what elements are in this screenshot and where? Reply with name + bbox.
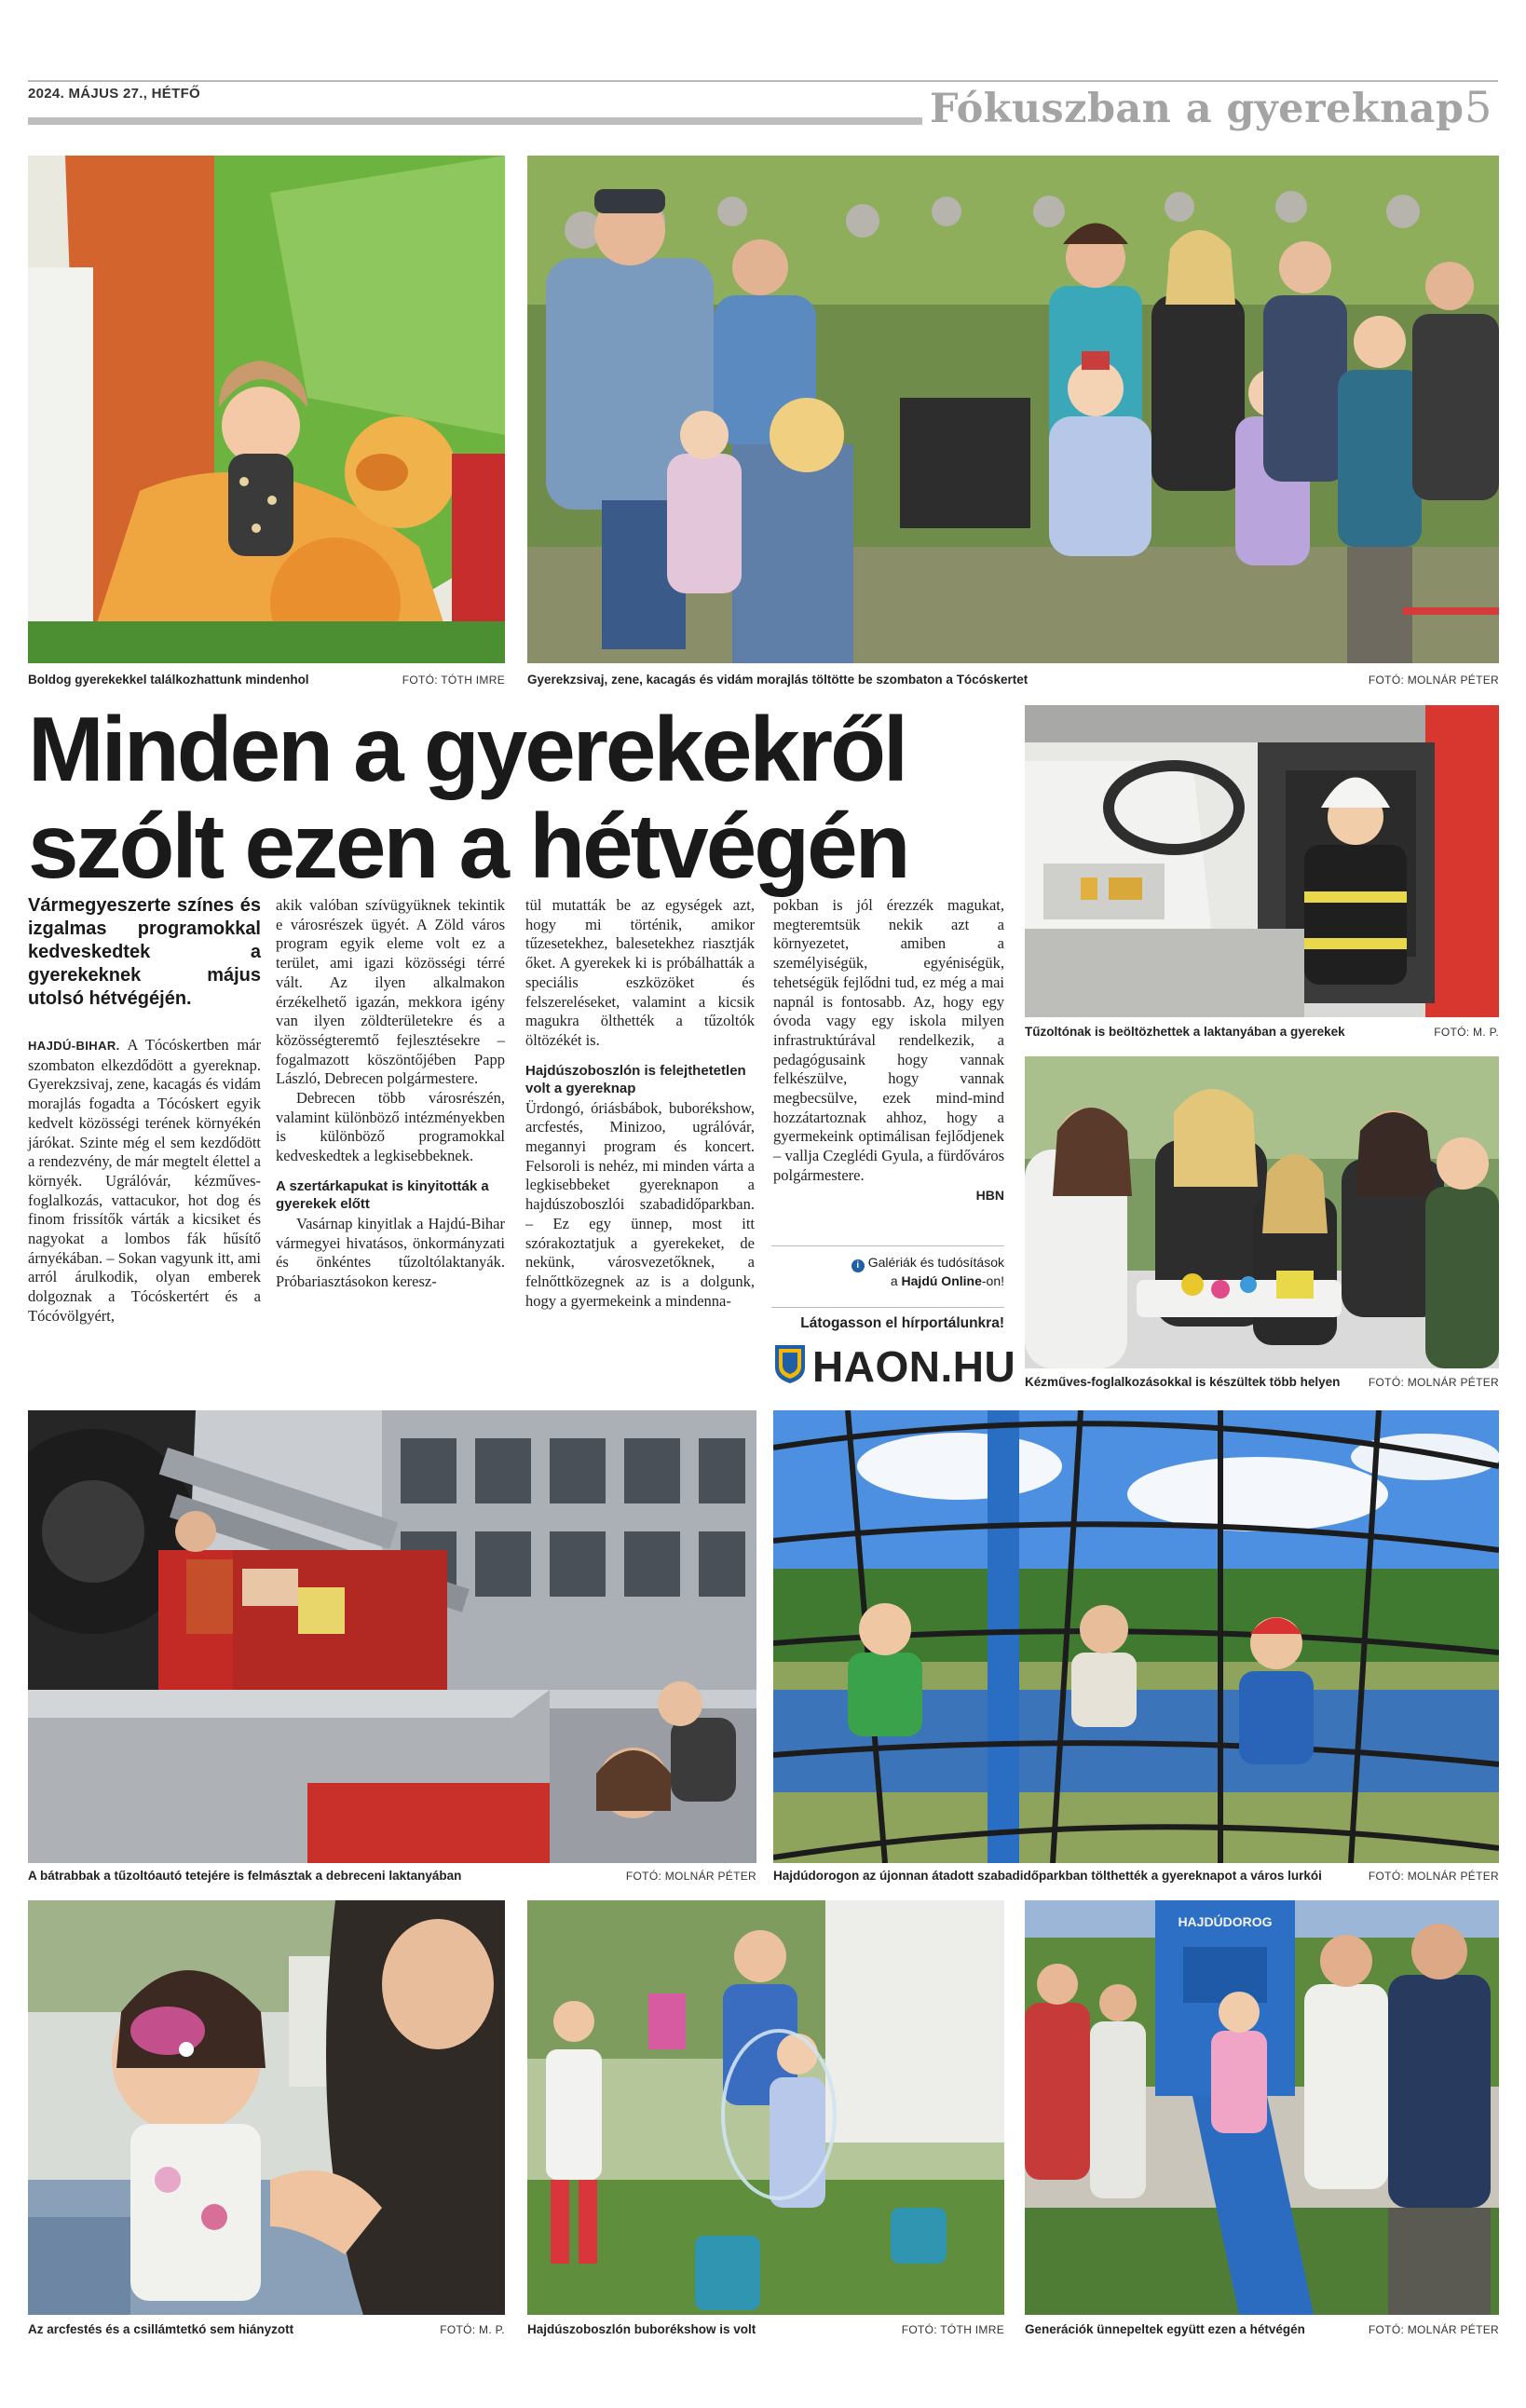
photo-caption: Gyerekzsivaj, zene, kacagás és vidám morajlás töltötte be szombaton a Tócóskertet xyxy=(527,673,1029,687)
article-column-2 xyxy=(276,896,505,1292)
photo-climbing-net xyxy=(773,1410,1499,1863)
haon-shield-icon[interactable] xyxy=(773,1343,807,1384)
photo-crowd-tocoskert xyxy=(527,156,1499,663)
promo-rule xyxy=(771,1245,1004,1246)
info-icon: i xyxy=(852,1259,865,1272)
photo-credit: FOTÓ: MOLNÁR PÉTER xyxy=(1368,673,1499,687)
issue-date: 2024. MÁJUS 27., HÉTFŐ xyxy=(28,86,200,102)
promo-rule xyxy=(771,1307,1004,1308)
headline xyxy=(28,698,1015,897)
article-text: Vasárnap kinyitlak a Hajdú-Bihar vármegyei hivatásos, önkormányzati és önkéntes tűzoltólaktanyák. Próbariasztásokon keresz- xyxy=(276,1214,505,1290)
photo-credit: FOTÓ: M. P. xyxy=(440,2323,505,2336)
photo-credit: FOTÓ: MOLNÁR PÉTER xyxy=(625,1870,756,1883)
haon-logo-text[interactable]: HAON.HU xyxy=(812,1342,1016,1391)
photo-bubble-show xyxy=(527,1900,1004,2315)
article-text: pokban is jól érezzék magukat, megteremtsük nekik azt a környezetet, amiben a személyiségük, egyéniségük, tehetségük fejlődni tud, ez még a mai napnál is fontosabb. Az, hogy egy óvoda vagy egy iskola milyen infrastruktúrával rendelkezik, a pedagógusaink hogy vannak felkészülve, hogy vannak megbecsülve, ezek mind-mind hozzátartoznak ahhoz, hogy a gyermekeink optimálisan fejlődjenek – vallja Czeglédi Gyula, a fürdőváros polgármestere. xyxy=(773,896,1004,1184)
dateline: HAJDÚ-BIHAR. xyxy=(28,1039,120,1053)
photo-fire-truck-roof xyxy=(28,1410,756,1863)
photo-face-painting xyxy=(28,1900,505,2315)
photo-caption: Tűzoltónak is beöltözhettek a laktanyában a gyerekek xyxy=(1025,1025,1345,1039)
article-column-4 xyxy=(773,896,1004,1204)
photo-caption: Hajdúdorogon az újonnan átadott szabadidőparkban tölthették a gyereknapot a város lurkói xyxy=(773,1869,1322,1883)
photo-caption: Generációk ünnepeltek együtt ezen a hétvégén xyxy=(1025,2322,1305,2336)
article-column-1 xyxy=(28,1036,261,1326)
article-lead: Vármegyeszerte színes és izgalmas programokkal kedveskedtek a gyerekeknek május utolsó hétvégéjén. xyxy=(28,895,261,1009)
article-text: A Tócóskertben már szombaton elkezdődött a gyereknap. Gyerekzsivaj, zene, kacagás és vidám morajlás fogadta a Tócóskert egyik kedvelt közösségi terének környékén járókat. Szinte még el sem kezdődött a rendezvény, de már megtelt élettel a környék. Ugrálóvár, kézműves-foglalkozás, vattacukor, hot dog és finom frissítők várták a kicsiket és nagyokat a lombos fák hűsítő árnyékában. – Sokan vagyunk itt, ami arról árulkodik, olyan emberek dolgoznak a Tócóskertért és a Tócóvölgyért, xyxy=(28,1036,261,1325)
photo-credit: FOTÓ: MOLNÁR PÉTER xyxy=(1368,2323,1499,2336)
photo-credit: FOTÓ: TÓTH IMRE xyxy=(402,673,505,687)
photo-credit: FOTÓ: M. P. xyxy=(1434,1026,1499,1039)
article-column-3 xyxy=(525,896,755,1311)
header-rule xyxy=(28,80,1498,82)
photo-credit: FOTÓ: MOLNÁR PÉTER xyxy=(1368,1376,1499,1389)
photo-credit: FOTÓ: MOLNÁR PÉTER xyxy=(1368,1870,1499,1883)
headline-line: Minden a gyerekekről xyxy=(28,698,906,800)
article-text: tül mutatták be az egységek azt, hogy mi történik, amikor tűzesetekhez, balesetekhez riasztják őket. A gyerekek ki is próbálhatták a speciális eszközöket és felszereléseket, valamint a kicsik magukra ölthették a tűzoltók öltözékét is. xyxy=(525,896,755,1049)
article-subheading: A szertárkapukat is kinyitották a gyerekek előtt xyxy=(276,1177,489,1212)
photo-crafts xyxy=(1025,1056,1499,1368)
page-number: 5 xyxy=(1465,82,1492,132)
photo-caption: A bátrabbak a tűzoltóautó tetejére is felmásztak a debreceni laktanyában xyxy=(28,1869,462,1883)
photo-caption: Kézműves-foglalkozásokkal is készültek több helyen xyxy=(1025,1375,1341,1389)
author-signature: HBN xyxy=(975,1187,1004,1203)
gallery-prefix: a xyxy=(890,1273,898,1288)
photo-caption: Hajdúszoboszlón buborékshow is volt xyxy=(527,2322,756,2336)
gallery-text: Galériák és tudósítások xyxy=(867,1255,1004,1270)
playground-sign: HAJDÚDOROG xyxy=(1178,1914,1273,1929)
article-text: Ürdongó, óriásbábok, buborékshow, arcfestés, Minizoo, ugrálóvár, megannyi program és koncert. Felsoroli is nehéz, mi minden várta a legkisebbeket gyereknapon a hajdúszoboszlói szabadidőparkban. – Ez egy ünnep, most itt szórakoztatjuk a gyerekeket, de nekünk, városvezetőknek, a felnőttközegnek az is a dolgunk, hogy a gyermekeink a mindenna- xyxy=(525,1098,755,1310)
article-text: akik valóban szívügyüknek tekintik e városrészek ügyét. A Zöld város program egyik eleme volt ez a terület, ami igazi közösségi térré vált. Az ilyen alkalmakon érzékelhető igazán, mekkora igény van ilyen zöldterületekre és a közösségteremtő fejlesztésekre – fogalmazott köszöntőjében Papp László, Debrecen polgármestere. xyxy=(276,896,505,1088)
photo-credit: FOTÓ: TÓTH IMRE xyxy=(901,2323,1004,2336)
photo-caption: Boldog gyerekekkel találkozhattunk mindenhol xyxy=(28,673,309,687)
photo-generations-playground xyxy=(1025,1900,1499,2315)
gallery-brand: Hajdú Online xyxy=(901,1273,982,1288)
photo-firefighter-child xyxy=(1025,705,1499,1017)
headline-line: szólt ezen a hétvégén xyxy=(28,795,908,897)
visit-portal-text: Látogasson el hírportálunkra! xyxy=(800,1315,1004,1331)
photo-caption: Az arcfestés és a csillámtetkó sem hiányzott xyxy=(28,2322,294,2336)
article-subheading: Hajdúszoboszlón is felejthetetlen volt a gyereknap xyxy=(525,1062,746,1096)
gallery-promo[interactable] xyxy=(771,1254,1004,1289)
photo-bouncy-castle xyxy=(28,156,505,663)
section-title: Fókuszban a gyereknap xyxy=(930,86,1465,132)
gallery-suffix: -on! xyxy=(981,1273,1004,1288)
header-bar xyxy=(28,117,922,125)
article-text: Debrecen több városrészén, valamint különböző intézményekben is különböző programokkal kedveskedtek a legkisebbeknek. xyxy=(276,1089,505,1165)
